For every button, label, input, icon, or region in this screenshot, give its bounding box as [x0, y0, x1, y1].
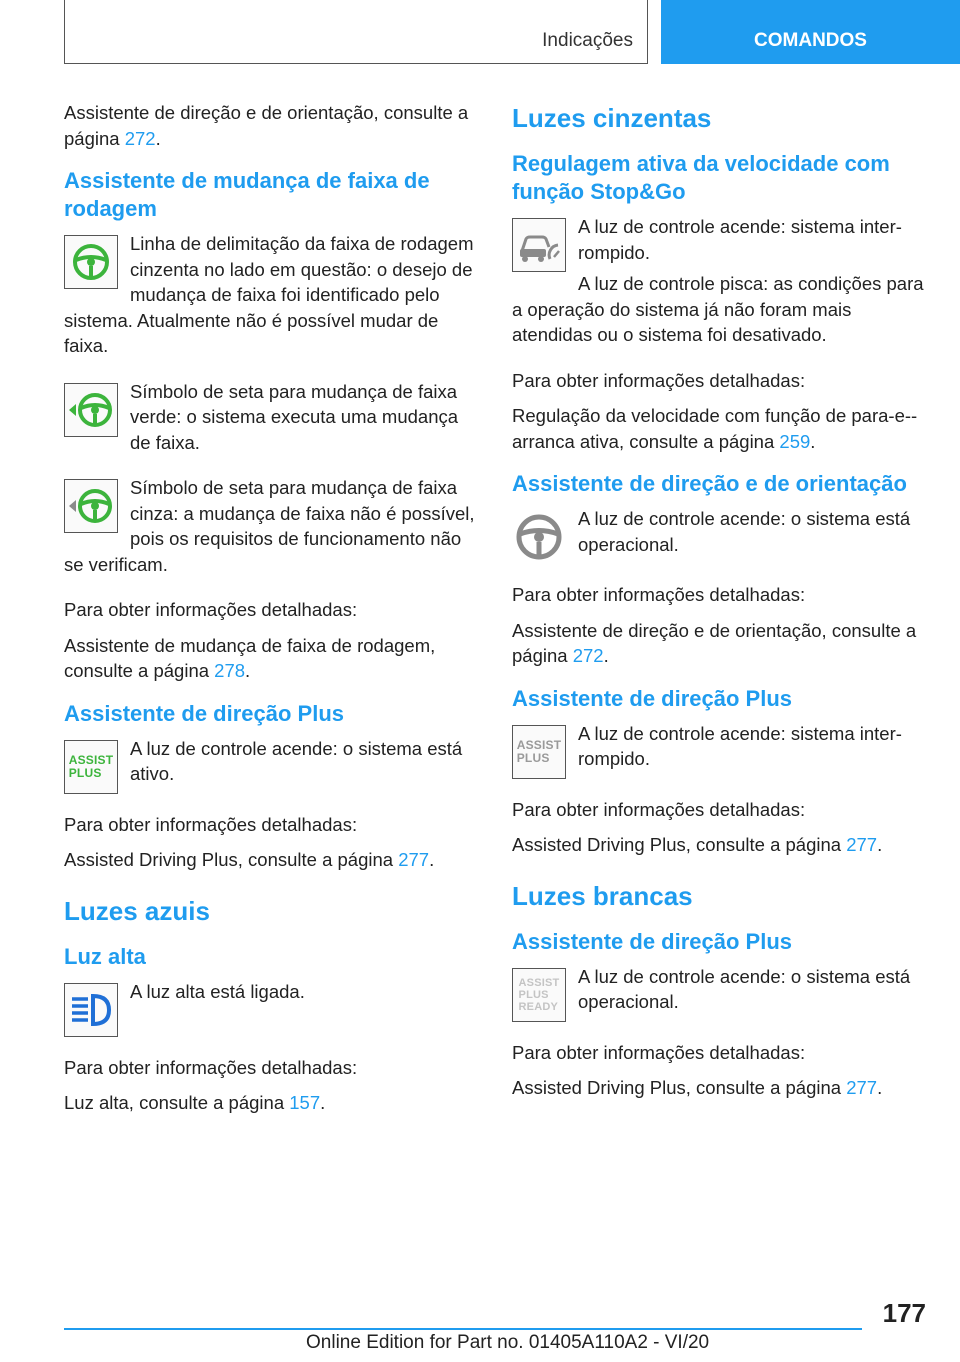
indicator-item — [64, 736, 482, 798]
info-label: Para obter informações detalhadas: — [512, 369, 806, 391]
indicator-item — [512, 214, 930, 354]
steering-wheel-arrow-green-icon — [64, 383, 118, 437]
indicator-item — [64, 979, 482, 1041]
steering-wheel-grey-icon — [512, 510, 566, 564]
steering-wheel-icon — [64, 235, 118, 289]
indicator-text: A luz de controle acende: o sistema está operacional. — [578, 508, 911, 555]
page-link[interactable]: 157 — [289, 1092, 321, 1113]
acc-heading: Regulagem ativa da velocidade com função Stop&Go — [512, 151, 890, 204]
page-link[interactable]: 272 — [572, 645, 604, 666]
white-lights-heading: Luzes brancas — [512, 880, 693, 911]
info-reference: Assistente de direção e de orientação, consulte a página 272. — [512, 619, 917, 666]
assist-plus-heading: Assistente de direção Plus — [64, 700, 344, 726]
info-label: Para obter informações detalhadas: — [512, 798, 806, 820]
indicator-text: A luz de controle acende: sistema interrompido. — [578, 722, 902, 769]
info-reference: Assisted Driving Plus, consulte a página 277. — [512, 834, 883, 855]
page-link[interactable]: 277 — [846, 1077, 878, 1098]
right-column — [512, 100, 930, 1111]
blue-lights-heading: Luzes azuis — [64, 895, 210, 926]
steer-assist-heading: Assistente de direção e de orientação — [512, 471, 907, 496]
indicator-item — [64, 231, 482, 365]
indicator-text: Símbolo de seta para mudança de faixa verde: o sistema executa uma mudança de faixa. — [130, 380, 459, 453]
info-label: Para obter informações detalhadas: — [512, 1041, 806, 1063]
indicator-text: Linha de delimitação da faixa de rodagem cinzenta no lado em questão: o desejo de mudança de faixa foi identificado pelo sistema. Atualmente não é possível mudar de faixa. — [64, 233, 474, 356]
page-link[interactable]: 272 — [124, 127, 156, 149]
assist-plus-white-heading: Assistente de direção Plus — [512, 928, 792, 954]
page-link[interactable]: 277 — [846, 834, 878, 855]
page-number: 177 — [882, 1298, 926, 1328]
assist-plus-ready-icon: ASSIST PLUS READY — [512, 968, 566, 1022]
info-label: Para obter informações detalhadas: — [64, 599, 358, 620]
info-label: Para obter informações detalhadas: — [512, 584, 806, 605]
page-link[interactable]: 277 — [398, 849, 430, 870]
indicator-text: A luz de controle acende: sistema interrompido. — [578, 216, 902, 263]
indicator-item — [64, 379, 482, 462]
footer-edition-text: Online Edition for Part no. 01405A110A2 - VI/20 — [306, 1332, 710, 1353]
indicator-item — [512, 721, 930, 783]
left-column — [64, 100, 482, 1126]
info-reference: Assistente de mudança de faixa de rodagem, consulte a página 278. — [64, 634, 436, 681]
footer-divider — [64, 1328, 862, 1330]
high-beam-heading: Luz alta — [64, 943, 146, 969]
grey-lights-heading: Luzes cinzentas — [512, 103, 712, 133]
steering-wheel-arrow-grey-icon — [64, 479, 118, 533]
header-chapter-tab[interactable]: COMANDOS — [661, 0, 960, 64]
indicator-text: A luz de controle pisca: as condições para a operação do sistema já não foram mais atendidas ou o sistema foi desativado. — [512, 273, 924, 345]
page-link[interactable]: 278 — [214, 660, 246, 681]
info-label: Para obter informações detalhadas: — [64, 813, 358, 835]
assist-plus-grey-heading: Assistente de direção Plus — [512, 685, 792, 711]
lane-change-heading: Assistente de mudança de faixa de rodagem — [64, 168, 430, 221]
info-label: Para obter informações detalhadas: — [64, 1056, 358, 1078]
header-section-box — [64, 0, 648, 64]
indicator-item — [512, 506, 930, 568]
indicator-text: A luz de controle acende: o sistema está operacional. — [578, 965, 911, 1012]
indicator-text: A luz alta está ligada. — [130, 980, 305, 1002]
page-link[interactable]: 259 — [779, 430, 811, 452]
info-reference: Luz alta, consulte a página 157. — [64, 1092, 326, 1113]
indicator-text: A luz de controle acende: o sistema está ativo. — [130, 737, 463, 784]
info-reference: Assisted Driving Plus, consulte a página 277. — [64, 849, 435, 870]
assist-plus-green-icon: ASSIST PLUS — [64, 740, 118, 794]
acc-stop-go-icon — [512, 218, 566, 272]
info-reference: Assisted Driving Plus, consulte a página 277. — [512, 1077, 883, 1098]
header-section-label[interactable]: Indicações — [542, 30, 633, 51]
indicator-item — [64, 475, 482, 583]
assist-plus-grey-icon: ASSIST PLUS — [512, 725, 566, 779]
intro-paragraph: Assistente de direção e de orientação, consulte a página 272. — [64, 102, 469, 149]
indicator-item — [512, 964, 930, 1026]
info-reference: Regulação da velocidade com função de para-e--arranca ativa, consulte a página 259. — [512, 405, 918, 452]
indicator-text: Símbolo de seta para mudança de faixa cinza: a mudança de faixa não é possível, pois os requisitos de funcionamento não se verificam. — [64, 477, 475, 575]
high-beam-icon — [64, 983, 118, 1037]
